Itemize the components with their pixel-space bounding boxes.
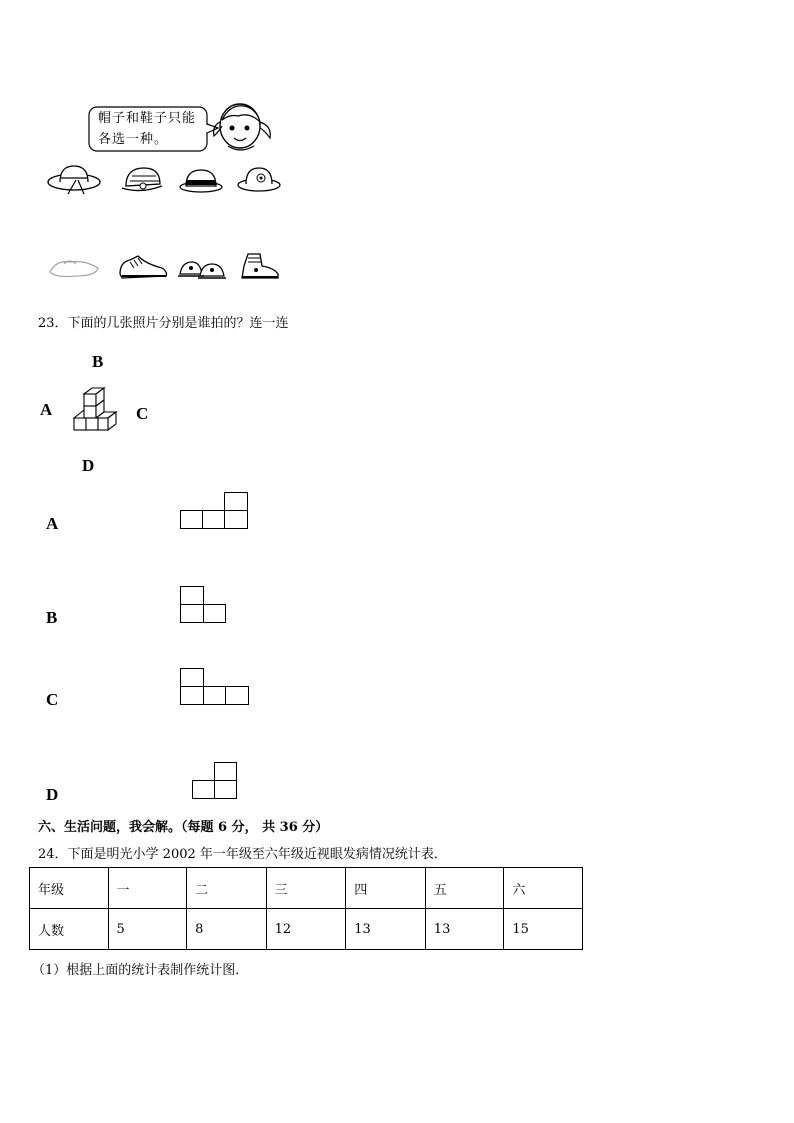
table-cell: 人数 xyxy=(30,909,109,950)
question-24-text: 24．下面是明光小学 2002 年一年级至六年级近视眼发病情况统计表． xyxy=(38,847,447,862)
table-cell: 5 xyxy=(108,909,187,950)
view-a-label: A xyxy=(46,514,59,533)
view-label-top: B xyxy=(92,352,104,371)
table-cell: 年级 xyxy=(30,868,109,909)
view-label-bottom: D xyxy=(82,456,95,475)
sneaker-icon xyxy=(116,250,170,282)
fedora-icon xyxy=(178,164,224,194)
table-cell: 六 xyxy=(504,868,583,909)
table-cell: 二 xyxy=(187,868,267,909)
question-24-sub-1: （1）根据上面的统计表制作统计图． xyxy=(32,963,249,978)
table-cell: 一 xyxy=(108,868,187,909)
view-a-shape xyxy=(180,492,250,530)
table-cell: 13 xyxy=(346,909,426,950)
view-label-left: A xyxy=(40,400,53,419)
view-b-shape xyxy=(180,586,228,624)
table-cell: 五 xyxy=(425,868,504,909)
cube-stack-figure xyxy=(70,384,124,440)
baby-shoes-icon xyxy=(176,252,228,282)
section-6-title: 六、生活问题，我会解。（每题 6 分， 共 36 分） xyxy=(38,820,329,835)
question-23-text: 23．下面的几张照片分别是谁拍的？连一连 xyxy=(38,316,289,331)
bubble-line-1: 帽子和鞋子只能 xyxy=(98,111,197,126)
view-b-label: B xyxy=(46,608,58,627)
table-cell: 13 xyxy=(425,909,504,950)
table-cell: 四 xyxy=(346,868,426,909)
view-label-right: C xyxy=(136,404,149,423)
slipper-icon xyxy=(46,252,102,280)
speech-bubble xyxy=(88,106,208,152)
flower-hat-icon xyxy=(236,164,282,194)
table-cell: 8 xyxy=(187,909,267,950)
view-c-label: C xyxy=(46,690,59,709)
view-d-shape xyxy=(192,762,240,800)
bubble-line-2: 各选一种。 xyxy=(98,132,169,147)
view-c-shape xyxy=(180,668,250,706)
table-cell: 12 xyxy=(266,909,346,950)
girl-face-icon xyxy=(210,100,276,156)
table-header-row xyxy=(30,868,583,909)
boot-icon xyxy=(234,250,282,282)
myopia-stats-table xyxy=(29,867,583,950)
sun-hat-icon xyxy=(46,162,106,196)
table-row xyxy=(30,909,583,950)
table-cell: 15 xyxy=(504,909,583,950)
view-d-label: D xyxy=(46,785,59,804)
cap-icon xyxy=(120,164,166,196)
table-cell: 三 xyxy=(266,868,346,909)
